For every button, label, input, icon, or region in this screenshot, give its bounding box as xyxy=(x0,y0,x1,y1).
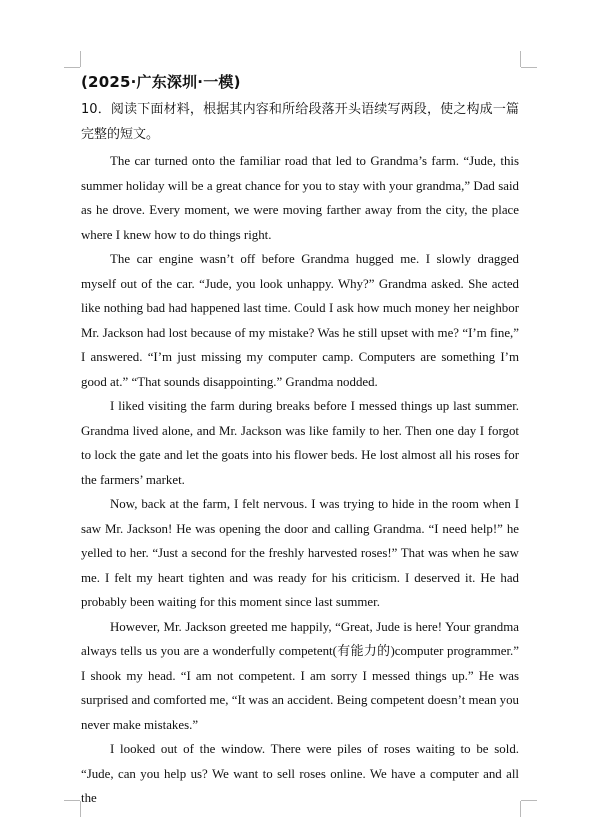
source-heading: (2025·广东深圳·一模) xyxy=(81,73,241,91)
paragraph-2: The car engine wasn’t off before Grandma hugged me. I slowly dragged myself out of the car. “Jude, you look unhappy. Why?” Grandma asked. She acted like nothing bad had happened last time. Could I ask how much money her neighbor Mr. Jackson had lost because of my mistake? Was he still upset with me? “I’m fine,” I answered. “I’m just missing my computer camp. Computers are something I’m good at.” “That sounds disappointing.” Grandma nodded. xyxy=(81,252,519,389)
document-body xyxy=(81,70,519,811)
crop-mark-top-left-h xyxy=(64,67,80,68)
crop-mark-top-right-v xyxy=(520,51,521,67)
question-instruction: 10．阅读下面材料，根据其内容和所给段落开头语续写两段，使之构成一篇完整的短文。 xyxy=(81,102,519,142)
crop-mark-top-left-v xyxy=(80,51,81,67)
paragraph-4: Now, back at the farm, I felt nervous. I was trying to hide in the room when I saw Mr. Jackson! He was opening the door and calling Grandma. “I need help!” he yelled to her. “Just a second for the freshly harvested roses!” That was when he saw me. I felt my heart tighten and was ready for his criticism. I deserved it. He had probably been waiting for this moment since last summer. xyxy=(81,497,519,609)
crop-mark-bottom-left-h xyxy=(64,800,80,801)
crop-mark-bottom-right-v xyxy=(520,801,521,817)
paragraph-5: However, Mr. Jackson greeted me happily, “Great, Jude is here! Your grandma always tells us you are a wonderfully competent(有能力的)computer programmer.” I shook my head. “I am not competent. I am sorry I messed things up.” He was surprised and comforted me, “It was an accident. Being competent doesn’t mean you never make mistakes.” xyxy=(81,619,519,732)
paragraph-1: The car turned onto the familiar road that led to Grandma’s farm. “Jude, this summer holiday will be a great chance for you to stay with your grandma,” Dad said as he drove. Every moment, we were moving farther away from the city, the place where I knew how to do things right. xyxy=(81,154,519,242)
crop-mark-bottom-right-h xyxy=(521,800,537,801)
crop-mark-top-right-h xyxy=(521,67,537,68)
paragraph-6: I looked out of the window. There were piles of roses waiting to be sold. “Jude, can you help us? We want to sell roses online. We have a computer and all the xyxy=(81,742,519,805)
paragraph-3: I liked visiting the farm during breaks before I messed things up last summer. Grandma lived alone, and Mr. Jackson was like family to her. Then one day I forgot to lock the gate and let the goats into his flower beds. He lost almost all his roses for the farmers’ market. xyxy=(81,399,519,487)
